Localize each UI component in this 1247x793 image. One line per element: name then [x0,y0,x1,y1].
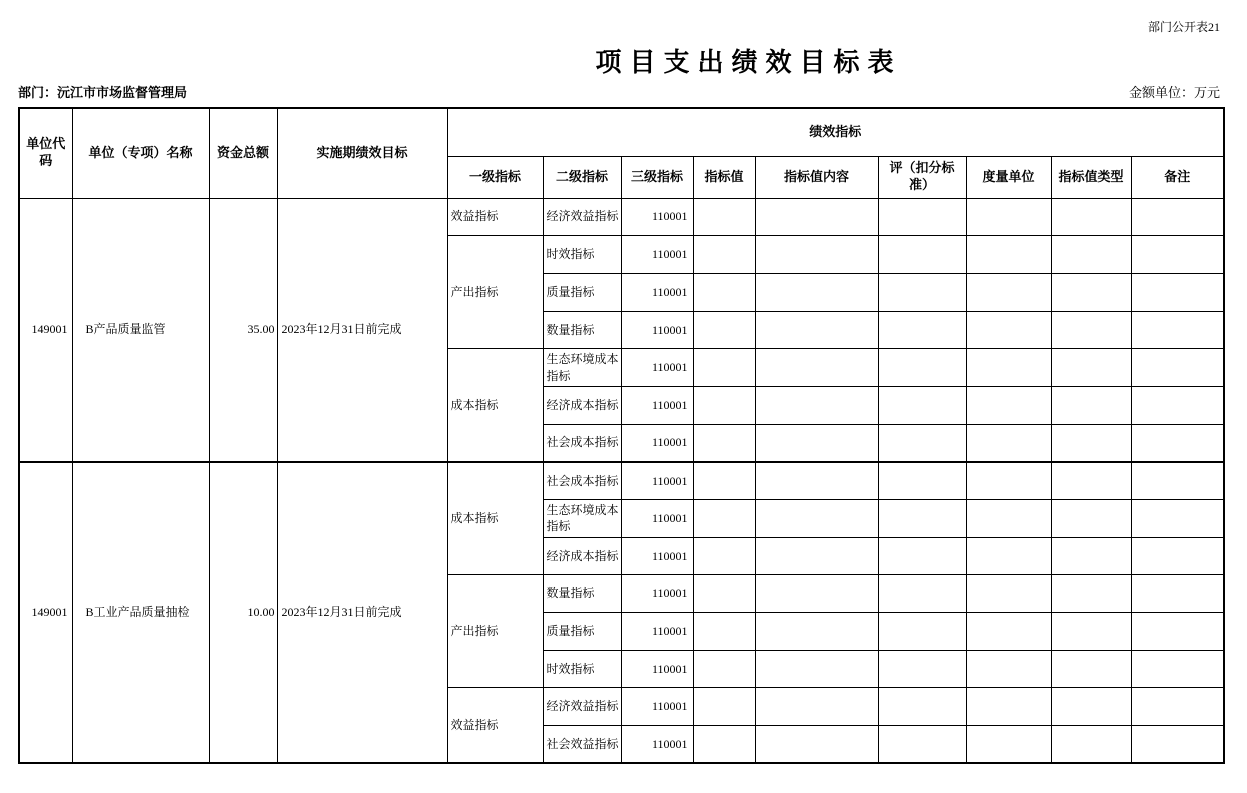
col-header-level2: 二级指标 [543,156,621,198]
cell-indicator-value-content [755,537,878,575]
cell-eval-deduction [878,273,966,311]
col-header-indicator-value: 指标值 [693,156,755,198]
cell-value-type [1051,273,1131,311]
page-title: 项目支出绩效目标表 [595,48,902,77]
cell-indicator-value [693,537,755,575]
cell-level2: 社会成本指标 [543,462,621,500]
performance-target-table [18,107,1225,764]
cell-measure-unit [966,726,1051,764]
cell-indicator-value-content [755,198,878,236]
cell-remarks [1131,726,1224,764]
cell-level1: 效益指标 [447,688,543,763]
cell-level2: 社会成本指标 [543,424,621,462]
cell-level2: 经济成本指标 [543,386,621,424]
col-header-eval-deduction: 评（扣分标准） [878,156,966,198]
cell-value-type [1051,424,1131,462]
meta-row [18,82,1220,101]
cell-level1: 效益指标 [447,198,543,236]
cell-level2: 经济效益指标 [543,198,621,236]
cell-level3: 110001 [621,273,693,311]
cell-measure-unit [966,500,1051,538]
cell-indicator-value [693,236,755,274]
cell-value-type [1051,575,1131,613]
cell-measure-unit [966,650,1051,688]
cell-level2: 时效指标 [543,650,621,688]
cell-value-type [1051,386,1131,424]
cell-indicator-value [693,311,755,349]
cell-value-type [1051,236,1131,274]
cell-indicator-value-content [755,462,878,500]
department-label: 部门：沅江市市场监督管理局 [18,85,188,100]
cell-total-funds: 10.00 [209,462,277,764]
cell-value-type [1051,650,1131,688]
cell-eval-deduction [878,386,966,424]
cell-remarks [1131,311,1224,349]
cell-measure-unit [966,424,1051,462]
col-header-level1: 一级指标 [447,156,543,198]
cell-remarks [1131,537,1224,575]
cell-remarks [1131,424,1224,462]
cell-level2: 生态环境成本指标 [543,349,621,387]
cell-remarks [1131,349,1224,387]
cell-level3: 110001 [621,613,693,651]
cell-measure-unit [966,236,1051,274]
cell-value-type [1051,688,1131,726]
cell-eval-deduction [878,198,966,236]
cell-indicator-value [693,726,755,764]
cell-eval-deduction [878,311,966,349]
cell-impl-target: 2023年12月31日前完成 [277,198,447,462]
cell-indicator-value [693,650,755,688]
cell-indicator-value [693,462,755,500]
cell-level2: 时效指标 [543,236,621,274]
cell-indicator-value [693,349,755,387]
cell-unit-code: 149001 [19,198,72,462]
table-row [19,198,1224,236]
cell-remarks [1131,650,1224,688]
cell-indicator-value-content [755,349,878,387]
amount-unit-label: 金额单位：万元 [1128,85,1220,100]
col-header-level3: 三级指标 [621,156,693,198]
col-header-perf-group: 绩效指标 [447,108,1224,156]
cell-eval-deduction [878,650,966,688]
cell-level3: 110001 [621,537,693,575]
col-header-total-funds: 资金总额 [209,108,277,198]
cell-indicator-value [693,424,755,462]
cell-indicator-value [693,386,755,424]
cell-remarks [1131,273,1224,311]
cell-eval-deduction [878,462,966,500]
cell-measure-unit [966,311,1051,349]
cell-level3: 110001 [621,424,693,462]
cell-level3: 110001 [621,500,693,538]
cell-indicator-value [693,575,755,613]
cell-indicator-value-content [755,273,878,311]
header-row-1 [19,108,1224,156]
cell-value-type [1051,311,1131,349]
col-header-value-type: 指标值类型 [1051,156,1131,198]
cell-level2: 质量指标 [543,613,621,651]
cell-value-type [1051,726,1131,764]
cell-level1: 产出指标 [447,236,543,349]
cell-level3: 110001 [621,462,693,500]
cell-measure-unit [966,575,1051,613]
cell-eval-deduction [878,613,966,651]
cell-measure-unit [966,688,1051,726]
cell-indicator-value-content [755,726,878,764]
cell-measure-unit [966,349,1051,387]
cell-indicator-value-content [755,575,878,613]
cell-value-type [1051,537,1131,575]
cell-measure-unit [966,613,1051,651]
cell-measure-unit [966,537,1051,575]
cell-value-type [1051,198,1131,236]
cell-indicator-value-content [755,613,878,651]
col-header-remarks: 备注 [1131,156,1224,198]
cell-level3: 110001 [621,726,693,764]
cell-remarks [1131,613,1224,651]
cell-eval-deduction [878,726,966,764]
cell-unit-name: B产品质量监管 [72,198,209,462]
cell-eval-deduction [878,236,966,274]
col-header-unit-name: 单位（专项）名称 [72,108,209,198]
cell-remarks [1131,236,1224,274]
cell-level2: 生态环境成本指标 [543,500,621,538]
cell-level2: 数量指标 [543,311,621,349]
cell-level3: 110001 [621,198,693,236]
cell-level3: 110001 [621,236,693,274]
cell-level3: 110001 [621,349,693,387]
cell-indicator-value [693,198,755,236]
cell-unit-name: B工业产品质量抽检 [72,462,209,764]
cell-indicator-value-content [755,311,878,349]
cell-level2: 社会效益指标 [543,726,621,764]
cell-indicator-value-content [755,650,878,688]
cell-remarks [1131,500,1224,538]
cell-indicator-value [693,613,755,651]
cell-level2: 经济成本指标 [543,537,621,575]
cell-eval-deduction [878,575,966,613]
cell-remarks [1131,386,1224,424]
cell-measure-unit [966,386,1051,424]
cell-indicator-value-content [755,424,878,462]
cell-indicator-value [693,688,755,726]
cell-eval-deduction [878,537,966,575]
cell-level3: 110001 [621,386,693,424]
cell-remarks [1131,688,1224,726]
cell-level2: 质量指标 [543,273,621,311]
cell-level1: 成本指标 [447,462,543,575]
cell-remarks [1131,198,1224,236]
cell-measure-unit [966,462,1051,500]
cell-unit-code: 149001 [19,462,72,764]
cell-eval-deduction [878,349,966,387]
cell-eval-deduction [878,424,966,462]
cell-level3: 110001 [621,575,693,613]
cell-measure-unit [966,273,1051,311]
cell-total-funds: 35.00 [209,198,277,462]
cell-level2: 经济效益指标 [543,688,621,726]
form-number-label: 部门公开表21 [1147,20,1220,34]
cell-remarks [1131,575,1224,613]
col-header-indicator-value-content: 指标值内容 [755,156,878,198]
cell-indicator-value [693,500,755,538]
col-header-impl-target: 实施期绩效目标 [277,108,447,198]
cell-level3: 110001 [621,311,693,349]
cell-eval-deduction [878,688,966,726]
cell-indicator-value [693,273,755,311]
col-header-unit-code: 单位代码 [19,108,72,198]
cell-measure-unit [966,198,1051,236]
cell-eval-deduction [878,500,966,538]
cell-level3: 110001 [621,650,693,688]
cell-remarks [1131,462,1224,500]
cell-indicator-value-content [755,386,878,424]
cell-indicator-value-content [755,688,878,726]
col-header-measure-unit: 度量单位 [966,156,1051,198]
cell-level1: 成本指标 [447,349,543,462]
cell-value-type [1051,500,1131,538]
cell-indicator-value-content [755,500,878,538]
cell-value-type [1051,613,1131,651]
cell-level3: 110001 [621,688,693,726]
cell-impl-target: 2023年12月31日前完成 [277,462,447,764]
cell-level2: 数量指标 [543,575,621,613]
table-row [19,462,1224,500]
cell-indicator-value-content [755,236,878,274]
cell-level1: 产出指标 [447,575,543,688]
cell-value-type [1051,462,1131,500]
cell-value-type [1051,349,1131,387]
